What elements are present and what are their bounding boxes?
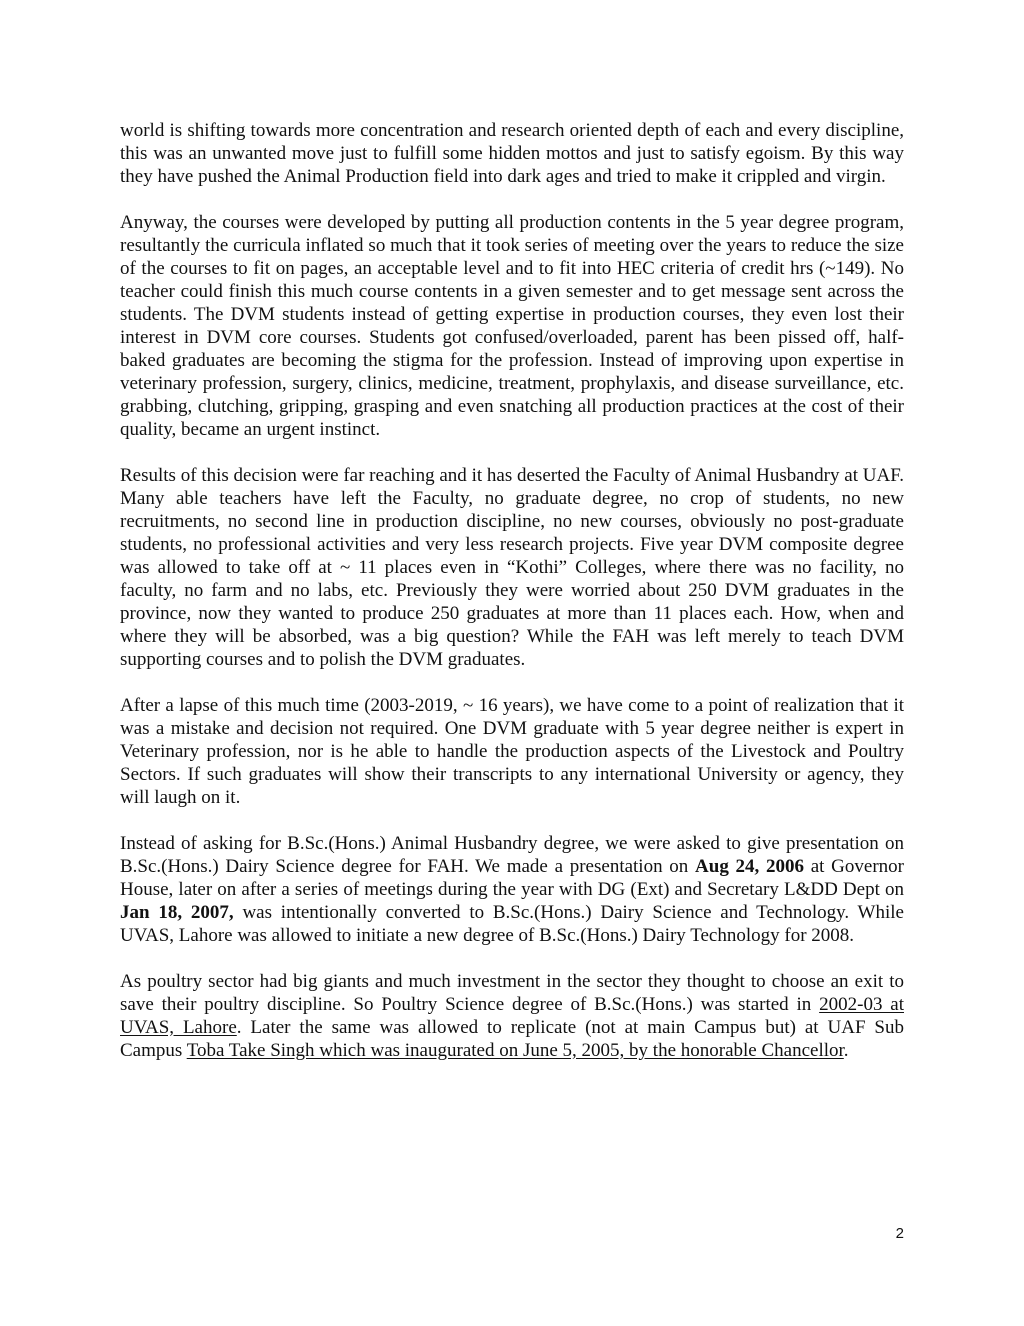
- uvas-start-underlined: 2002-03 at UVAS, Lahore: [120, 994, 904, 1038]
- page-number: 2: [895, 1225, 904, 1242]
- paragraph-5-text-3: was intentionally converted to B.Sc.(Hons.) Dairy Science and Technology. While UVAS, Lahore was allowed to initiate a new degree of B.Sc.(Hons.) Dairy Technology for 2008.: [120, 902, 904, 946]
- paragraph-6-text-3: .: [843, 1040, 849, 1061]
- paragraph-6-text-1: As poultry sector had big giants and much investment in the sector they thought to choose an exit to save their poultry discipline. So Poultry Science degree of B.Sc.(Hons.) was started in: [120, 971, 904, 1015]
- toba-tek-singh-underlined: Toba Take Singh which was inaugurated on June 5, 2005, by the honorable Chancellor: [186, 1040, 844, 1061]
- paragraph-5: [120, 832, 904, 947]
- paragraph-6: [120, 970, 904, 1062]
- paragraph-5-text-2: at Governor House, later on after a series of meetings during the year with DG (Ext) and Secretary L&DD Dept on: [120, 856, 904, 900]
- paragraph-2: Anyway, the courses were developed by putting all production contents in the 5 year degree program, resultantly the curricula inflated so much that it took series of meeting over the years to reduce the size of the courses to fit on pages, an acceptable level and to fit into HEC criteria of credit hrs (~149). No teacher could finish this much course contents in a given semester and to get message sent across the students. The DVM students instead of getting expertise in production courses, they even lost their interest in DVM core courses. Students got confused/overloaded, parent has been pissed off, half-baked graduates are becoming the stigma for the profession. Instead of improving upon expertise in veterinary profession, surgery, clinics, medicine, treatment, prophylaxis, and disease surveillance, etc. grabbing, clutching, gripping, grasping and even snatching all production practices at the cost of their quality, became an urgent instinct.: [120, 212, 904, 440]
- paragraph-1: world is shifting towards more concentration and research oriented depth of each and every discipline, this was an unwanted move just to fulfill some hidden mottos and just to satisfy egoism. By this way they have pushed the Animal Production field into dark ages and tried to make it crippled and virgin.: [120, 120, 904, 187]
- paragraph-4: After a lapse of this much time (2003-2019, ~ 16 years), we have come to a point of realization that it was a mistake and decision not required. One DVM graduate with 5 year degree neither is expert in Veterinary profession, nor is he able to handle the production aspects of the Livestock and Poultry Sectors. If such graduates will show their transcripts to any international University or agency, they will laugh on it.: [120, 695, 904, 808]
- paragraph-3: Results of this decision were far reaching and it has deserted the Faculty of Animal Husbandry at UAF. Many able teachers have left the Faculty, no graduate degree, no crop of students, no new recruitments, no second line in production discipline, no new courses, obviously no post-graduate students, no professional activities and very less research projects. Five year DVM composite degree was allowed to take off at ~ 11 places even in “Kothi” Colleges, where there was no facility, no faculty, no farm and no labs, etc. Previously they were worried about 250 DVM graduates in the province, now they wanted to produce 250 graduates at more than 11 places each. How, when and where they will be absorbed, was a big question? While the FAH was left merely to teach DVM supporting courses and to polish the DVM graduates.: [120, 465, 904, 670]
- conversion-date: Jan 18, 2007,: [120, 902, 234, 923]
- document-body: [120, 119, 904, 1062]
- presentation-date: Aug 24, 2006: [695, 856, 805, 877]
- paragraph-5-text-1: Instead of asking for B.Sc.(Hons.) Animal Husbandry degree, we were asked to give presentation on B.Sc.(Hons.) Dairy Science degree for FAH. We made a presentation on: [120, 833, 904, 877]
- paragraph-6-text-2: . Later the same was allowed to replicate (not at main Campus but) at UAF Sub Campus: [120, 1017, 904, 1061]
